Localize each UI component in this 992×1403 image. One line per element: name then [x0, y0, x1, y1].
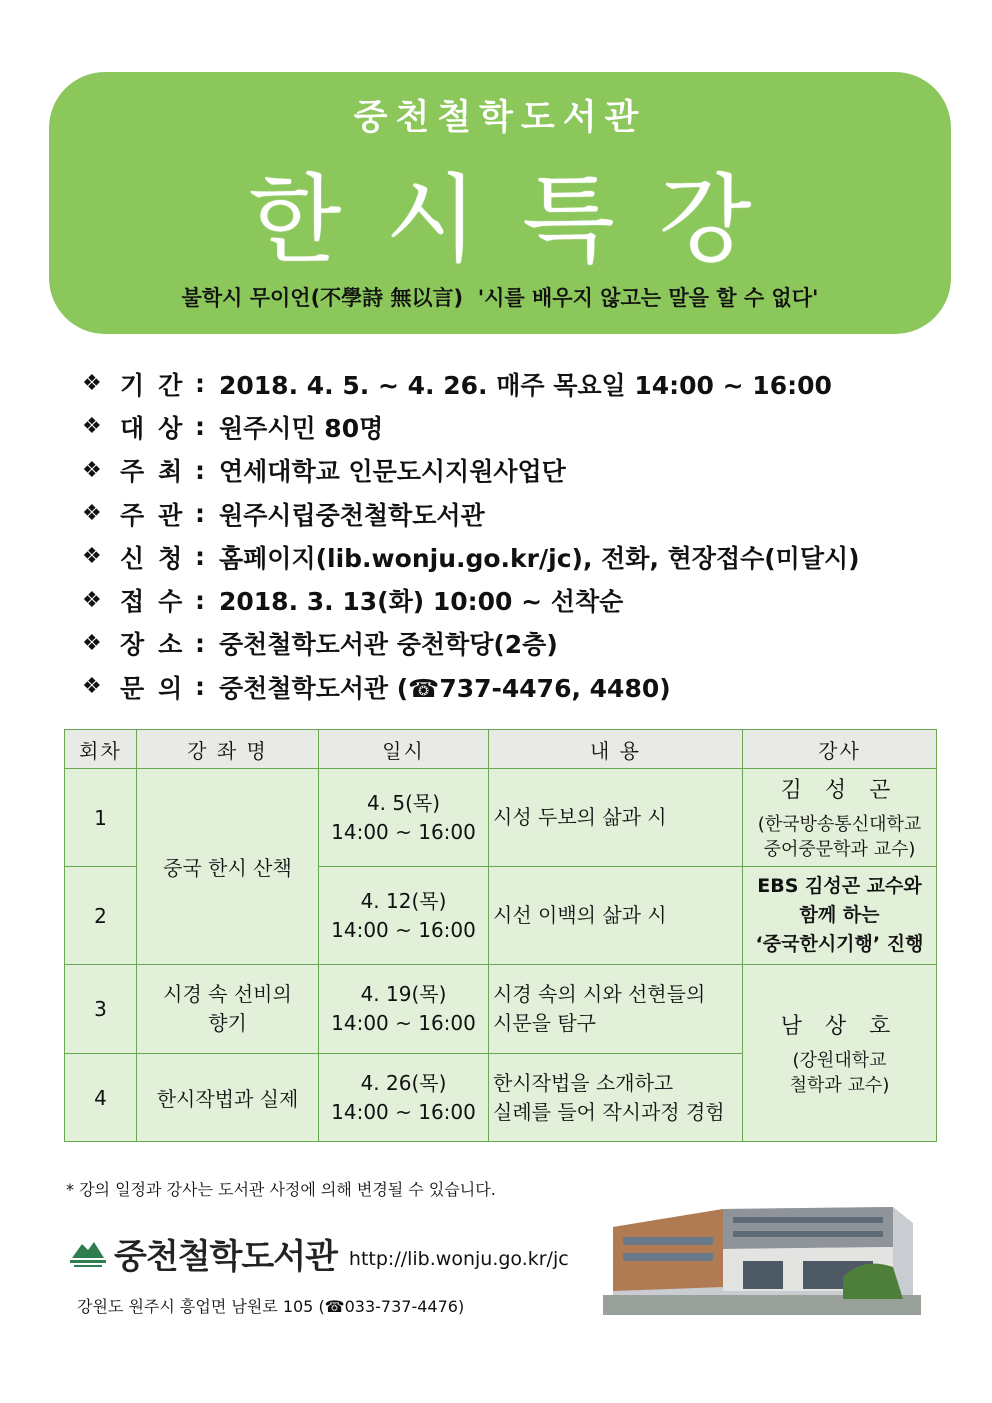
bullet-icon: ❖: [82, 457, 102, 483]
instructor-cell: [743, 965, 937, 1142]
instructor-affiliation: 중어중문학과 교수): [763, 839, 916, 860]
colon: :: [195, 369, 205, 399]
col-header-content: 내 용: [489, 730, 743, 769]
bullet-icon: ❖: [82, 544, 102, 570]
instructor-note: EBS 김성곤 교수와: [757, 875, 922, 897]
course-title-line: 시경 속 선비의: [163, 982, 292, 1006]
instructor-note: ‘중국한시기행’ 진행: [755, 933, 924, 955]
info-period: [82, 362, 942, 405]
content-line: 시경 속의 시와 선현들의: [493, 982, 706, 1006]
bullet-icon: ❖: [82, 587, 102, 613]
info-label: 주최: [120, 457, 197, 487]
info-host: [82, 449, 942, 492]
info-list: [82, 362, 942, 708]
info-value: 원주시민 80명: [219, 413, 384, 443]
instructor-cell: [743, 769, 937, 867]
bullet-icon: ❖: [82, 371, 102, 397]
info-contact: [82, 665, 942, 708]
info-organizer: [82, 492, 942, 535]
colon: :: [195, 499, 205, 529]
colon: :: [195, 628, 205, 658]
content-line: 실례를 들어 작시과정 경험: [493, 1099, 725, 1124]
bullet-icon: ❖: [82, 414, 102, 440]
instructor-note: 함께 하는: [799, 904, 880, 926]
info-value: 2018. 4. 5. ~ 4. 26. 매주 목요일 14:00 ~ 16:00: [219, 370, 832, 400]
session-date: 4. 5(목): [366, 790, 441, 815]
instructor-affiliation: (한국방송통신대학교: [757, 814, 922, 835]
info-label: 신청: [120, 543, 197, 573]
info-value: 2018. 3. 13(화) 10:00 ~ 선착순: [219, 587, 624, 617]
course-title: [137, 965, 319, 1054]
info-value: 중천철학도서관 (☎737-4476, 4480): [219, 673, 671, 703]
header-banner: [49, 72, 951, 334]
info-label: 장소: [120, 630, 197, 660]
session-content: 시선 이백의 삶과 시: [489, 867, 743, 965]
course-title-line: 향기: [208, 1011, 247, 1035]
instructor-note-cell: [743, 867, 937, 965]
session-time: 14:00 ~ 16:00: [331, 917, 476, 942]
session-content: [489, 1054, 743, 1142]
instructor-name: 남 상 호: [780, 1013, 899, 1039]
library-address: 강원도 원주시 흥업면 남원로 105 (☎033-737-4476): [77, 1297, 465, 1316]
colon: :: [195, 412, 205, 442]
info-value: 홈페이지(lib.wonju.go.kr/jc), 전화, 현장접수(미달시): [219, 543, 860, 573]
bullet-icon: ❖: [82, 501, 102, 527]
colon: :: [195, 455, 205, 485]
content-line: 한시작법을 소개하고: [493, 1070, 674, 1095]
logo-text: 중천철학도서관: [114, 1237, 337, 1277]
session-content: [489, 965, 743, 1054]
bullet-icon: ❖: [82, 630, 102, 656]
library-name: 중천철학도서관: [353, 98, 647, 138]
info-application: [82, 535, 942, 578]
info-label: 기간: [120, 370, 197, 400]
session-time: 14:00 ~ 16:00: [331, 1099, 476, 1124]
library-building-photo: [603, 1187, 921, 1315]
instructor-affiliation: 철학과 교수): [789, 1074, 890, 1096]
info-label: 대상: [120, 413, 197, 443]
colon: :: [195, 542, 205, 572]
info-label: 주관: [120, 500, 197, 530]
library-logo: [68, 1229, 569, 1278]
session-datetime: [319, 1054, 489, 1142]
session-time: 14:00 ~ 16:00: [331, 819, 476, 844]
info-target: [82, 405, 942, 448]
instructor-name: 김 성 곤: [780, 778, 899, 803]
session-datetime: [319, 965, 489, 1054]
session-datetime: [319, 769, 489, 867]
session-datetime: [319, 867, 489, 965]
table-header-row: [65, 730, 937, 769]
session-date: 4. 19(목): [360, 982, 447, 1006]
library-url[interactable]: http://lib.wonju.go.kr/jc: [348, 1247, 569, 1270]
session-date: 4. 26(목): [360, 1070, 447, 1095]
info-label: 문의: [120, 673, 197, 703]
col-header-course: 강 좌 명: [137, 730, 319, 769]
table-row: [65, 965, 937, 1054]
session-number: 1: [65, 769, 137, 867]
mountain-logo-icon: [68, 1238, 108, 1270]
info-value: 중천철학도서관 중천학당(2층): [219, 630, 558, 660]
course-title: 중국 한시 산책: [137, 769, 319, 965]
session-date: 4. 12(목): [360, 888, 447, 913]
page-title: 한시특강: [248, 164, 796, 276]
col-header-session: 회차: [65, 730, 137, 769]
colon: :: [195, 585, 205, 615]
session-number: 3: [65, 965, 137, 1054]
schedule-change-note: * 강의 일정과 강사는 도서관 사정에 의해 변경될 수 있습니다.: [66, 1180, 496, 1199]
schedule-table: [64, 729, 937, 1142]
colon: :: [195, 672, 205, 702]
info-venue: [82, 622, 942, 665]
session-content: 시성 두보의 삶과 시: [489, 769, 743, 867]
session-number: 2: [65, 867, 137, 965]
col-header-instructor: 강사: [743, 730, 937, 769]
session-time: 14:00 ~ 16:00: [331, 1011, 476, 1035]
info-label: 접수: [120, 587, 197, 617]
content-line: 시문을 탐구: [493, 1011, 596, 1035]
instructor-affiliation: (강원대학교: [792, 1049, 887, 1071]
bullet-icon: ❖: [82, 674, 102, 700]
col-header-datetime: 일시: [319, 730, 489, 769]
info-value: 원주시립중천철학도서관: [219, 500, 485, 530]
info-registration: [82, 578, 942, 621]
table-row: [65, 769, 937, 867]
course-title: 한시작법과 실제: [137, 1054, 319, 1142]
motto: 불학시 무이언(不學詩 無以言) '시를 배우지 않고는 말을 할 수 없다': [181, 286, 819, 310]
session-number: 4: [65, 1054, 137, 1142]
info-value: 연세대학교 인문도시지원사업단: [219, 457, 566, 487]
